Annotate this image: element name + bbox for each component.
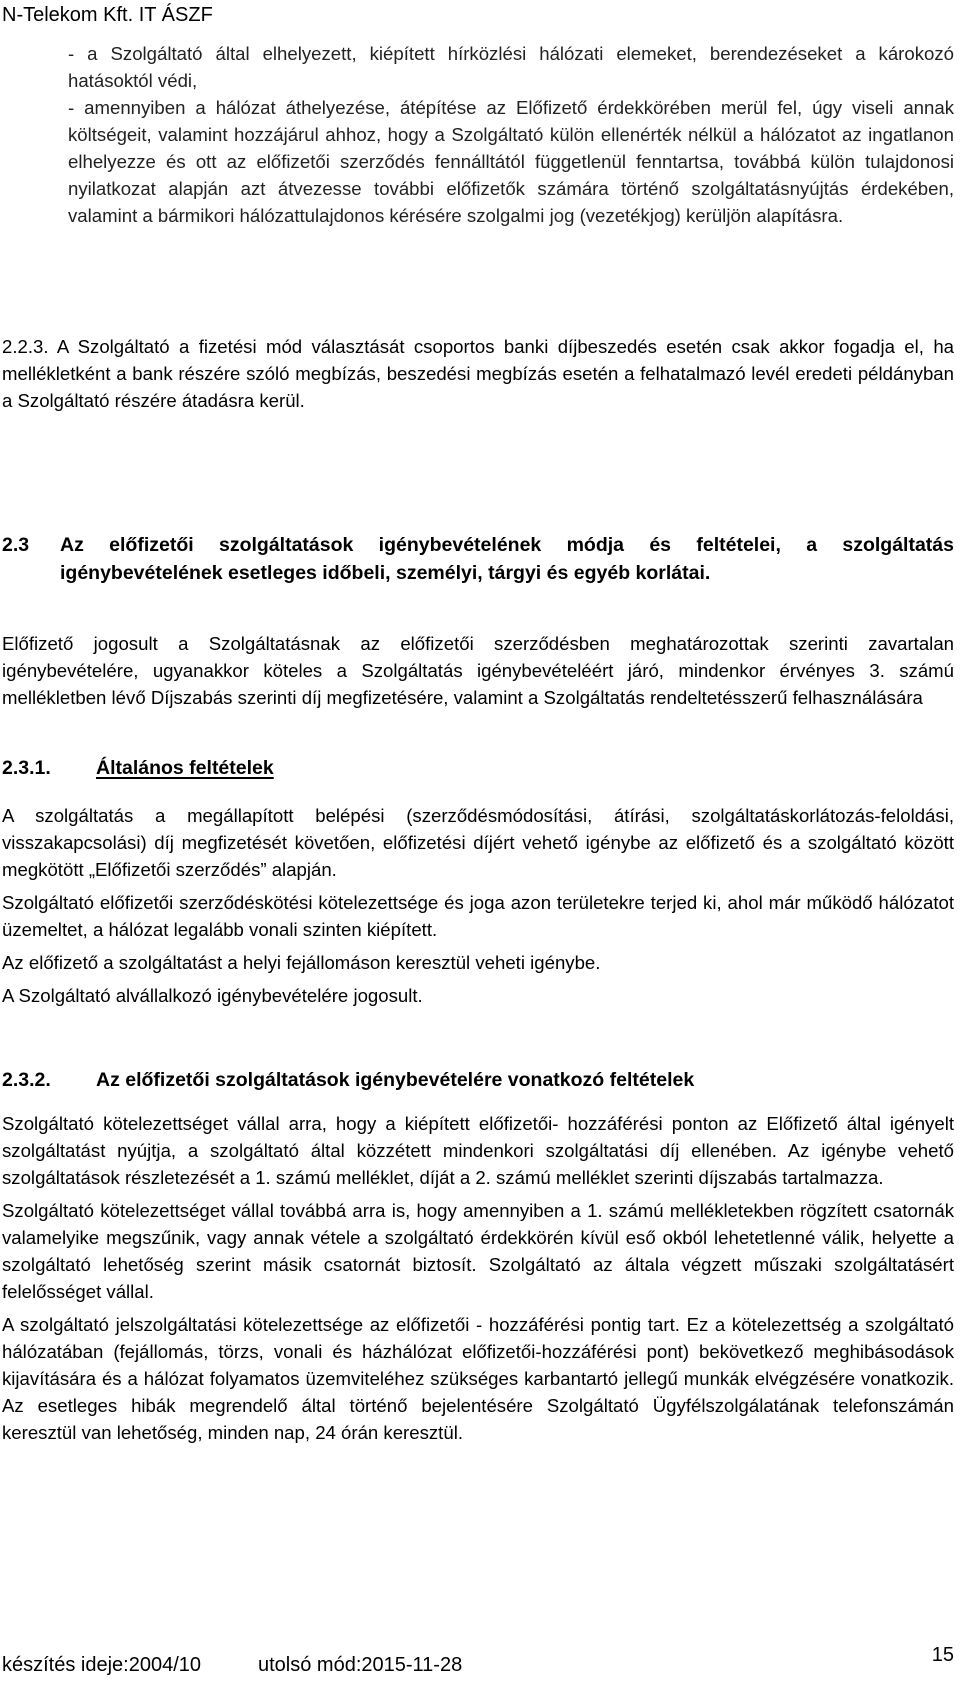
section-2-3-2-paragraph: A szolgáltató jelszolgáltatási kötelezettsége az előfizetői - hozzáférési pontig tart. Ez a kötelezettség a szolgáltató hálózatában (fejállomás, törzs, vonali és házhálózat előfizetői-hozzáférési pont) bekövetkező meghibásodások kijavítására és a hálózat folyamatos üzemviteléhez szükséges karbantartó jellegű munkák elvégzésére vonatkozik. Az esetleges hibák megrendelő által történő bejelentésére Szolgáltató Ügyfélszolgálatának telefonszámán keresztül van lehetőség, minden nap, 24 órán keresztül. bbox=[2, 1314, 954, 1443]
bullet-item: - a Szolgáltató által elhelyezett, kiépített hírközlési hálózati elemeket, berendezéseket a károkozó hatásoktól védi, bbox=[68, 43, 954, 91]
section-2-3-1-paragraph: Szolgáltató előfizetői szerződéskötési kötelezettsége és joga azon területekre terjed ki, ahol már működő hálózatot üzemeltet, a hálózat legalább vonali szinten kiépített. bbox=[2, 892, 954, 940]
section-2-3-2-body bbox=[2, 1110, 954, 1446]
document-header: N-Telekom Kft. IT ÁSZF bbox=[2, 4, 213, 26]
section-2-2-3-paragraph bbox=[2, 333, 954, 414]
section-2-3-body bbox=[2, 630, 954, 711]
heading-2-3-1 bbox=[2, 754, 954, 782]
section-2-2-3-text: A Szolgáltató a fizetési mód választását csoportos banki díjbeszedés esetén csak akkor fogadja el, ha mellékletként a bank részére szóló megbízás, beszedési megbízás esetén a felhatalmazó levél eredeti példányban a Szolgáltató részére átadásra kerül. bbox=[2, 336, 954, 411]
section-2-3-2-paragraph: Szolgáltató kötelezettséget vállal továbbá arra is, hogy amennyiben a 1. számú mellékletekben rögzített csatornák valamelyike megszűnik, vagy annak vétele a szolgáltató érdekkörén kívül eső okból lehetetlenné válik, helyette a szolgáltató lehetőség szerint másik csatornát biztosít. Szolgáltató az általa végzett műszaki szolgáltatásért felelősséget vállal. bbox=[2, 1200, 954, 1302]
footer-modified: utolsó mód:2015-11-28 bbox=[258, 1654, 463, 1676]
heading-2-3-title: Az előfizetői szolgáltatások igénybevételének módja és feltételei, a szolgáltatás igénybevételének esetleges időbeli, személyi, tárgyi és egyéb korlátai. bbox=[60, 534, 954, 584]
section-2-2-3-number: 2.2.3. bbox=[2, 336, 49, 357]
section-2-3-paragraph: Előfizető jogosult a Szolgáltatásnak az előfizetői szerződésben meghatározottak szerinti zavartalan igénybevételére, ugyanakkor köteles a Szolgáltatás igénybevételéért járó, mindenkor érvényes 3. számú mellékletben lévő Díjszabás szerinti díj megfizetésére, valamint a Szolgáltatás rendeltetésszerű felhasználására bbox=[2, 633, 954, 708]
section-2-3-1-body bbox=[2, 802, 954, 1009]
heading-2-3-1-title: Általános feltételek bbox=[96, 757, 274, 779]
heading-2-3-number: 2.3 bbox=[2, 534, 30, 556]
section-2-3-1-paragraph: Az előfizető a szolgáltatást a helyi fejállomáson keresztül veheti igénybe. bbox=[2, 952, 601, 973]
section-2-3-1-paragraph: A Szolgáltató alvállalkozó igénybevételére jogosult. bbox=[2, 985, 423, 1006]
heading-2-3-2 bbox=[2, 1066, 954, 1094]
heading-2-3-2-title: Az előfizetői szolgáltatások igénybevételére vonatkozó feltételek bbox=[96, 1069, 695, 1091]
section-2-3-heading bbox=[2, 531, 954, 587]
section-2-3-2-heading bbox=[2, 1066, 954, 1094]
footer-created: készítés ideje:2004/10 bbox=[2, 1654, 202, 1676]
heading-2-3 bbox=[2, 531, 954, 587]
section-2-3-2-paragraph: Szolgáltató kötelezettséget vállal arra, hogy a kiépített előfizetői- hozzáférési ponton az Előfizető által igényelt szolgáltatást nyújtja, a szolgáltató által közzétett mindenkori szolgáltatási díj ellenében. Az igénybe vehető szolgáltatások részletezését a 1. számú melléklet, díját a 2. számú melléklet szerinti díjszabás tartalmazza. bbox=[2, 1113, 954, 1188]
section-2-3-1-paragraph: A szolgáltatás a megállapított belépési (szerződésmódosítási, átírási, szolgáltatáskorlátozás-feloldási, visszakapcsolási) díj megfizetését követően, előfizetési díjért vehető igénybe az előfizető és a szolgáltató között megkötött „Előfizetői szerződés” alapján. bbox=[2, 805, 954, 880]
bullet-list bbox=[68, 40, 954, 229]
heading-2-3-1-number: 2.3.1. bbox=[2, 757, 51, 779]
heading-2-3-2-number: 2.3.2. bbox=[2, 1069, 51, 1091]
page-number: 15 bbox=[931, 1644, 954, 1666]
section-2-3-1-heading bbox=[2, 754, 954, 782]
section-2-2-3 bbox=[2, 333, 954, 414]
bullet-item: - amennyiben a hálózat áthelyezése, átépítése az Előfizető érdekkörében merül fel, úgy viseli annak költségeit, valamint hozzájárul ahhoz, hogy a Szolgáltató külön ellenérték nélkül a hálózatot az ingatlanon elhelyezze és ott az előfizetői szerződés fennálltától függetlenül fenntartsa, továbbá külön tulajdonosi nyilatkozat alapján azt átvezesse további előfizetők számára történő szolgáltatásnyújtás érdekében, valamint a bármikori hálózattulajdonos kérésére szolgalmi jog (vezetékjog) kerüljön alapításra. bbox=[68, 97, 954, 226]
